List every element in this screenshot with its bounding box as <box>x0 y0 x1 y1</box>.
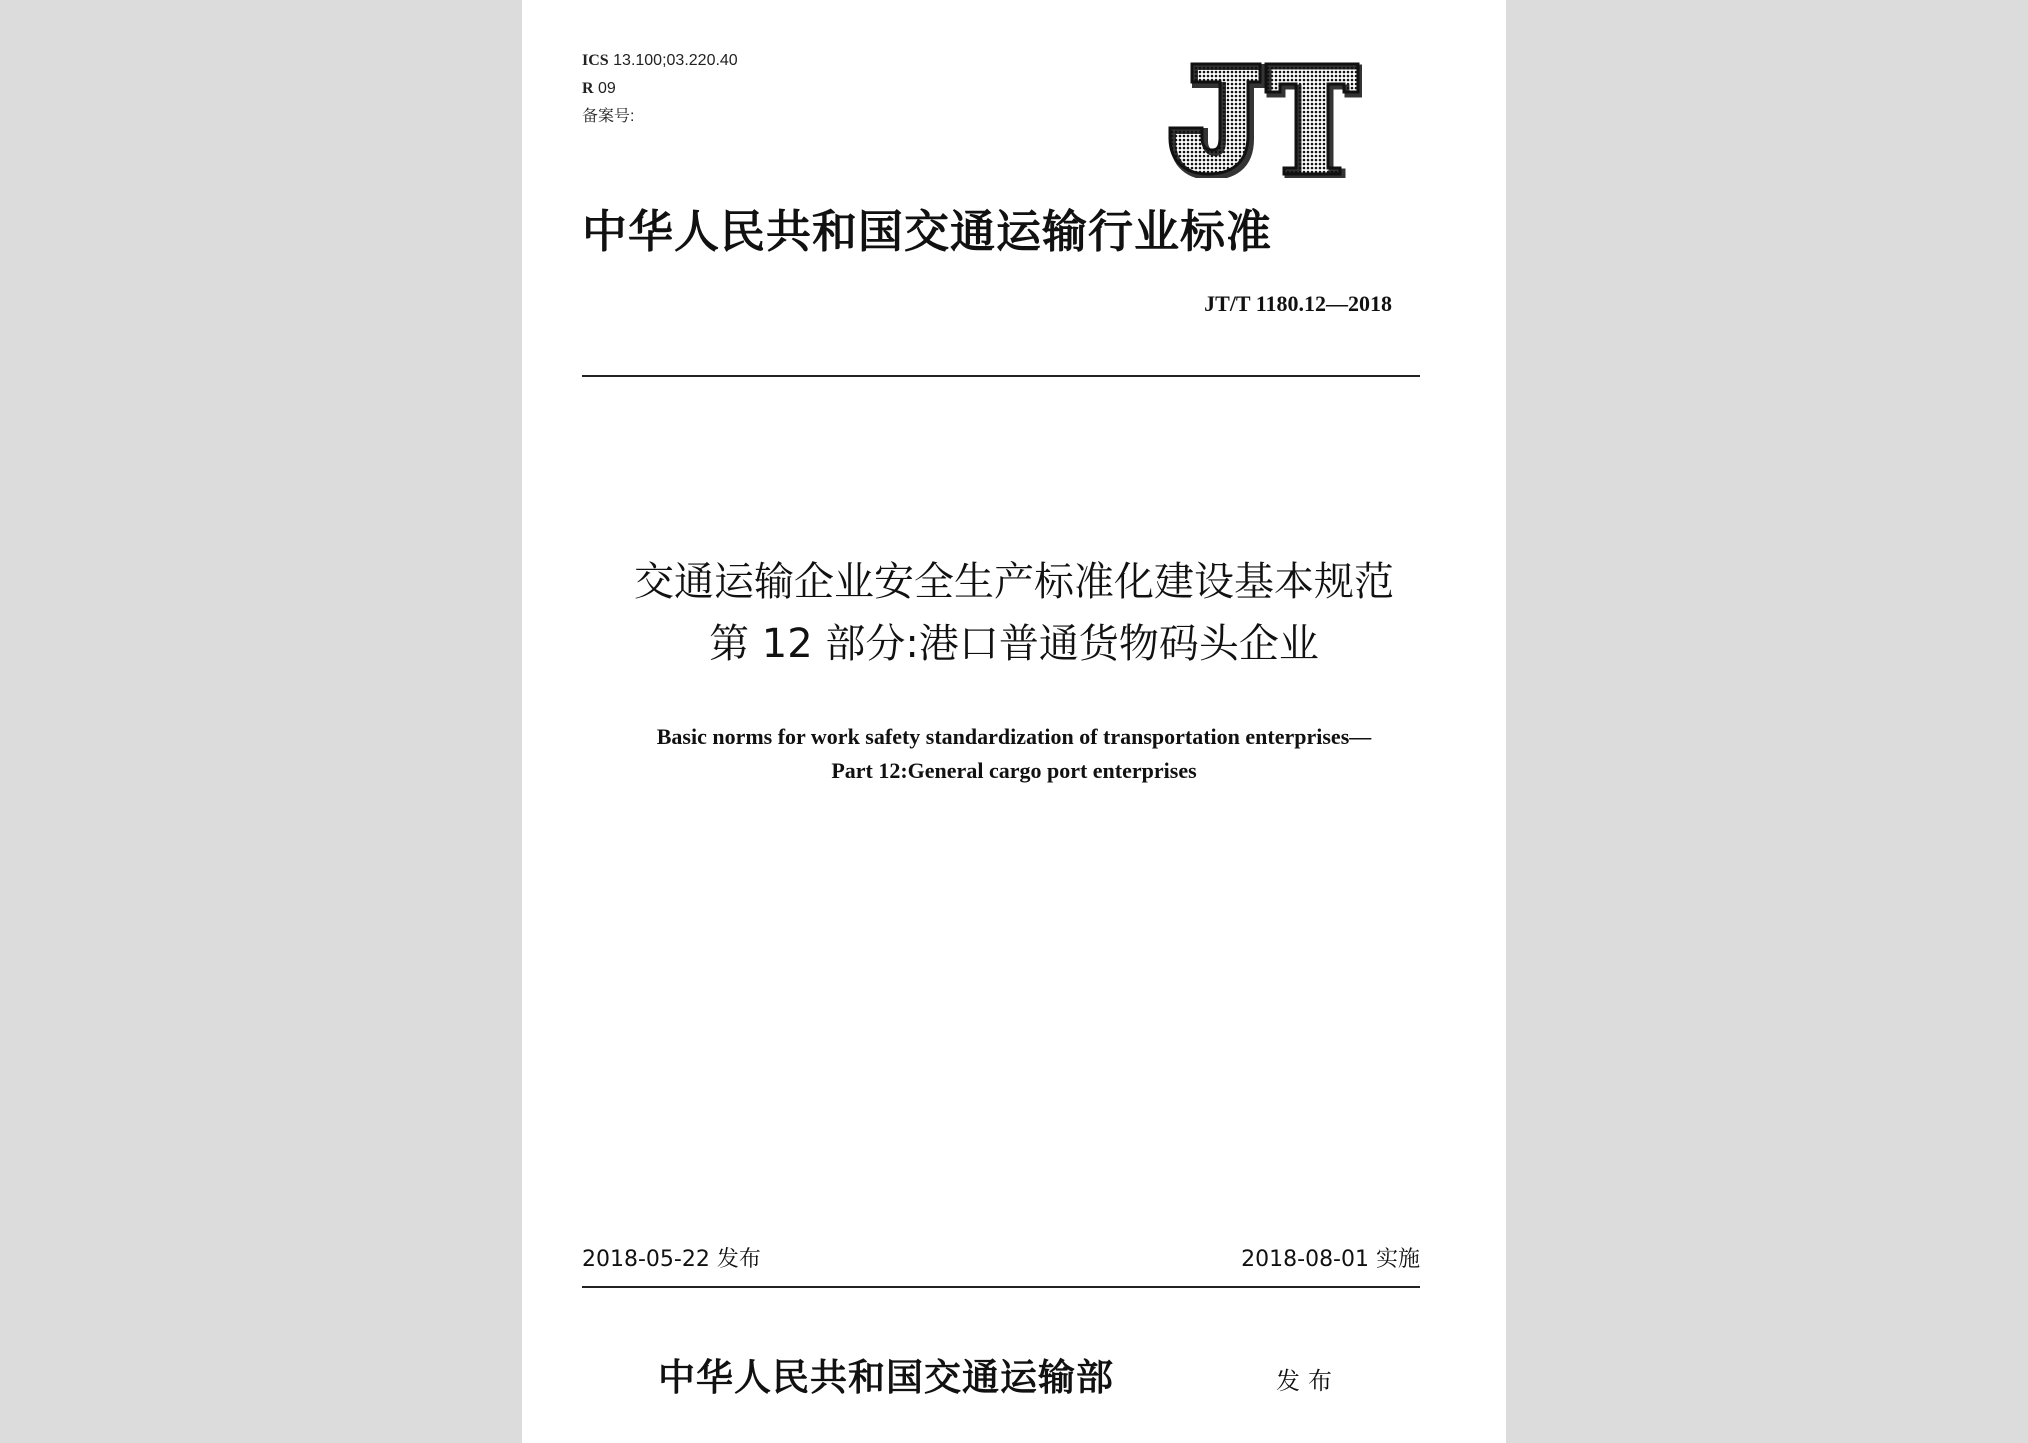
issuing-authority: 中华人民共和国交通运输部 <box>658 1355 1114 1399</box>
footer-divider <box>582 1286 1420 1288</box>
ics-line <box>582 52 738 70</box>
ics-value: 13.100;03.220.40 <box>613 52 738 69</box>
chinese-title-line-1: 交通运输企业安全生产标准化建设基本规范 <box>634 559 1394 605</box>
jt-logo-icon <box>1162 58 1362 178</box>
ccs-label: R <box>582 80 594 97</box>
filing-label: 备案号: <box>582 108 635 125</box>
ics-label: ICS <box>582 52 609 69</box>
standard-code: JT/T 1180.12—2018 <box>1204 291 1392 316</box>
filing-line <box>582 108 634 126</box>
header-divider <box>582 375 1420 377</box>
issue-date: 2018-05-22 发布 <box>582 1247 761 1272</box>
english-title-line-1: Basic norms for work safety standardization of transportation enterprises— <box>656 724 1372 749</box>
agency-standard-title: 中华人民共和国交通运输行业标准 <box>582 205 1273 258</box>
english-title-line-2: Part 12:General cargo port enterprises <box>831 758 1197 783</box>
issue-action: 发布 <box>1276 1367 1340 1395</box>
ccs-value: 09 <box>598 80 616 97</box>
implementation-date: 2018-08-01 实施 <box>1241 1247 1420 1272</box>
standard-cover-page <box>522 0 1506 1443</box>
ccs-line <box>582 80 616 98</box>
chinese-title-line-2: 第 12 部分:港口普通货物码头企业 <box>709 621 1319 667</box>
